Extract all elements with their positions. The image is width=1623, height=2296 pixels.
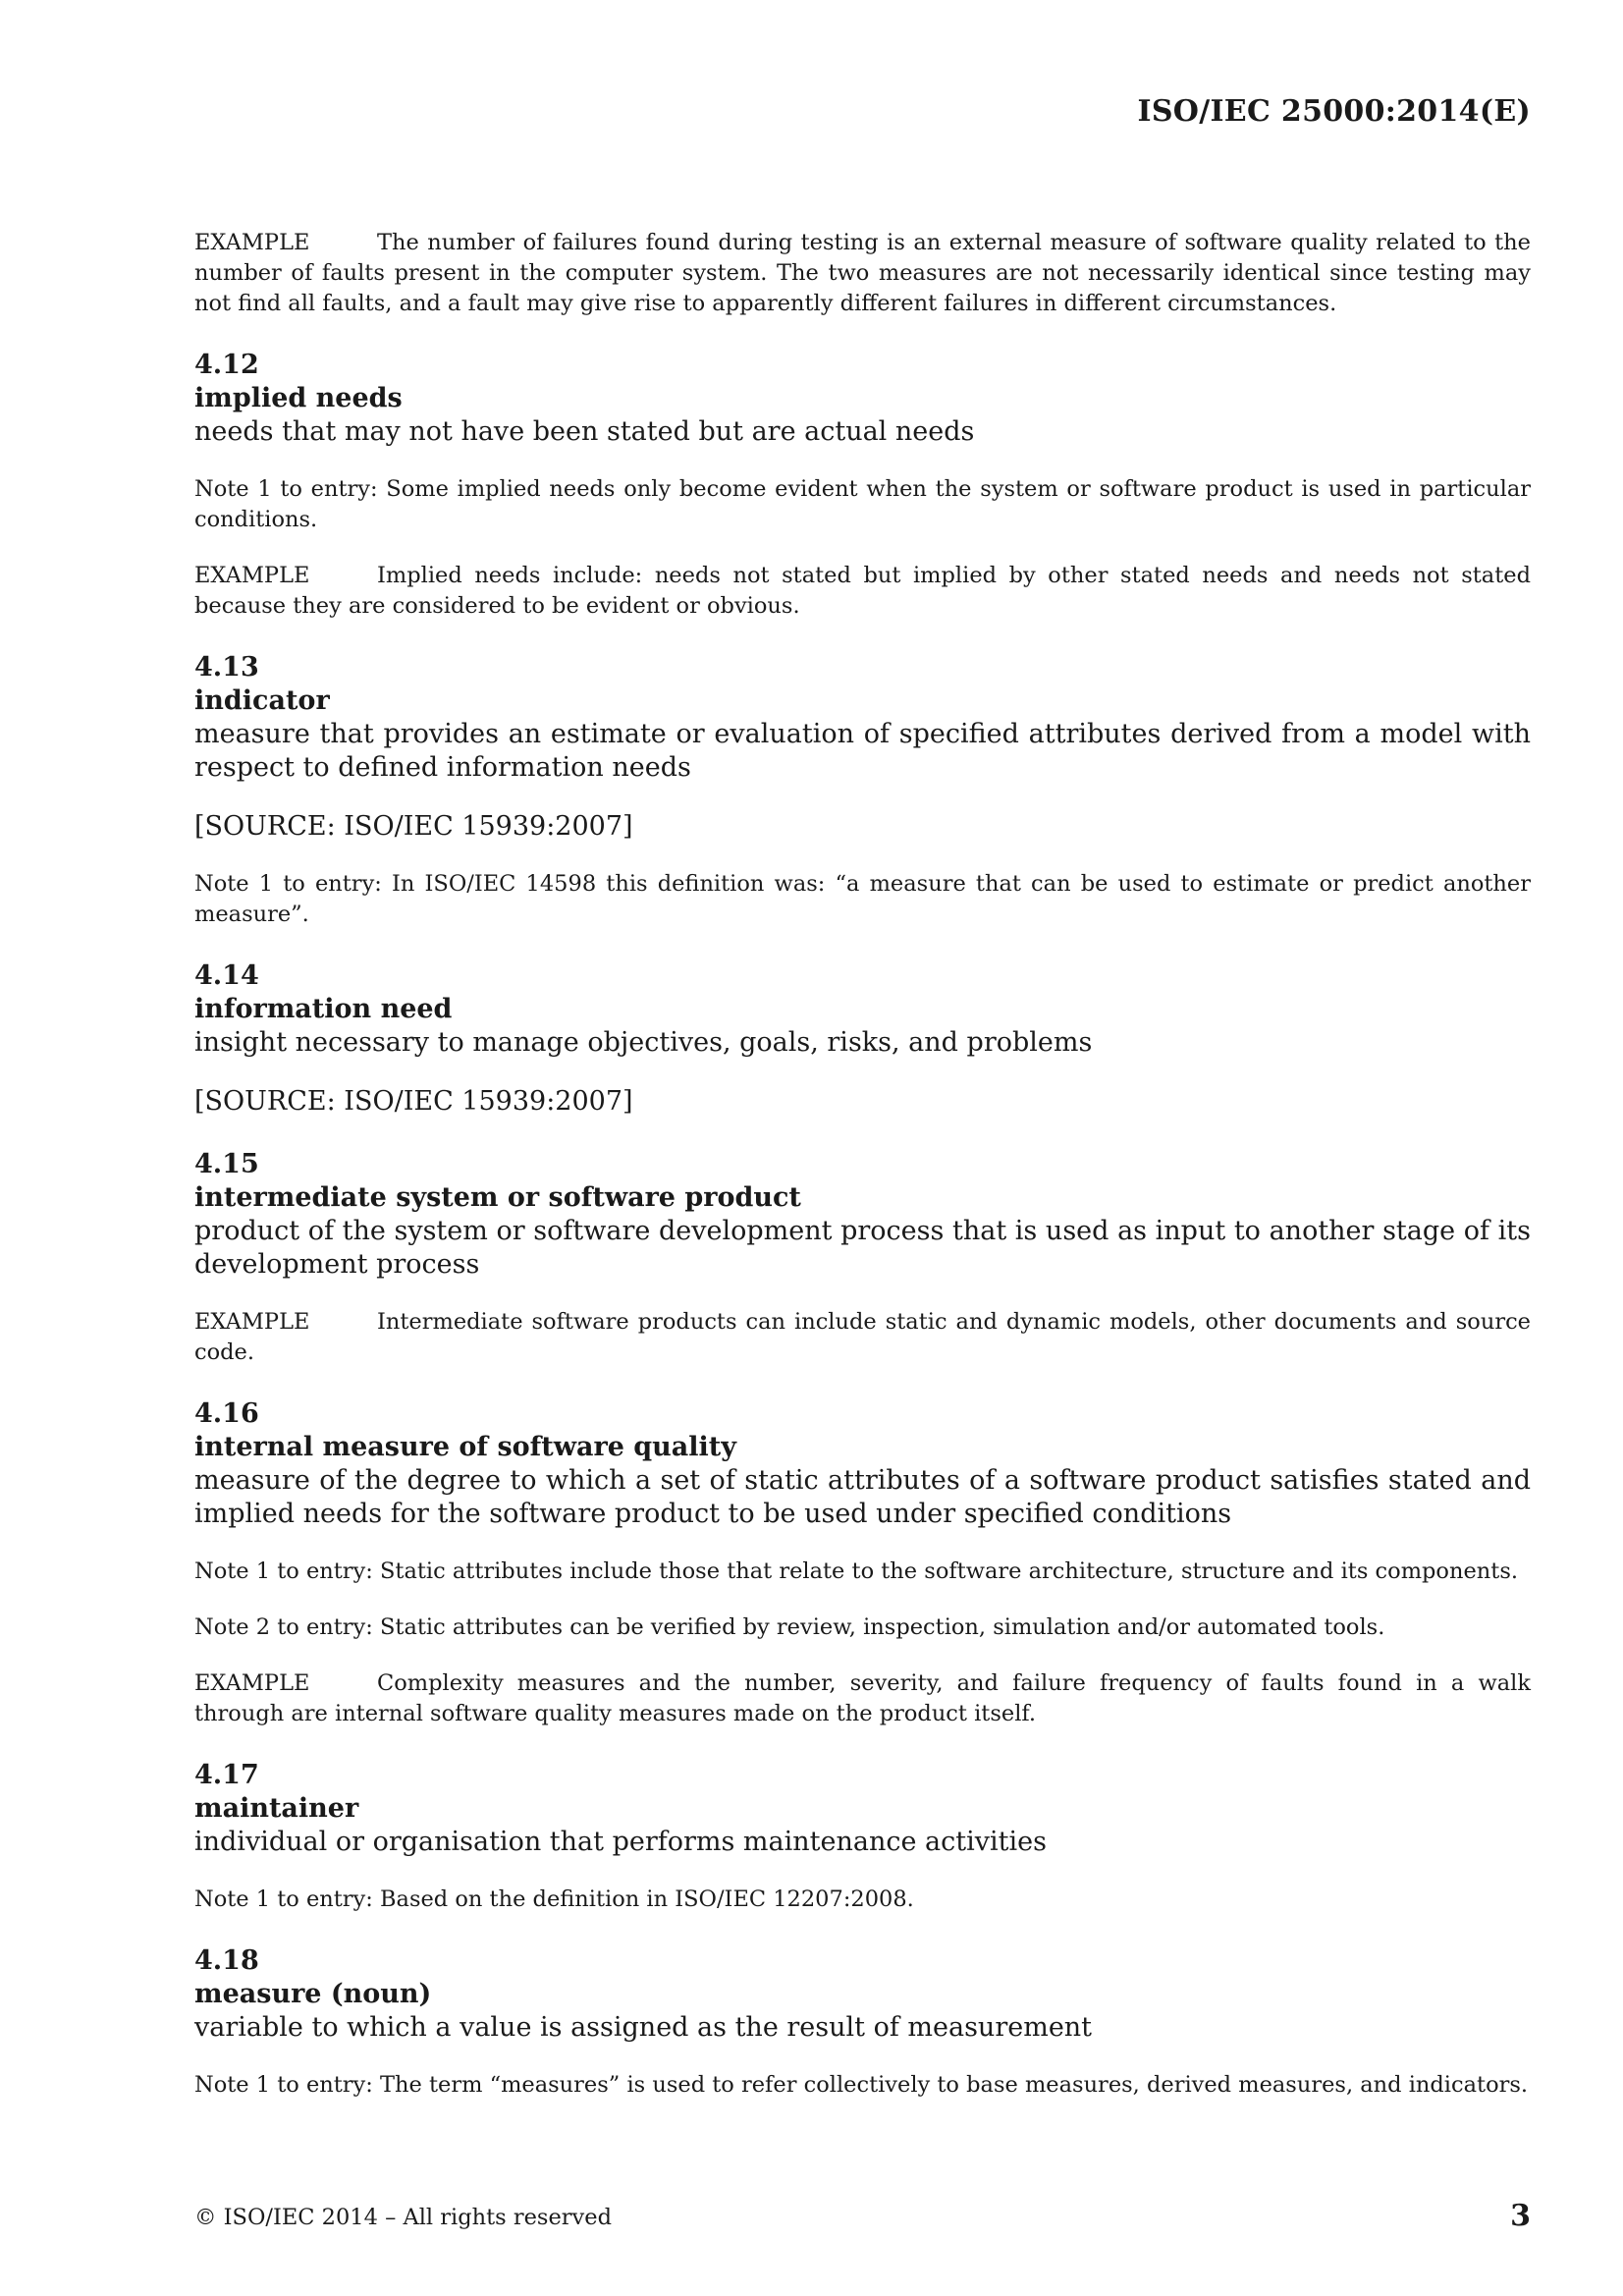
term-note-1: Note 1 to entry: Some implied needs only become evident when the system or software product is used in particular conditions. [194,476,1531,532]
term-source: [SOURCE: ISO/IEC 15939:2007] [194,811,633,842]
term-4-15 [194,1148,1531,1368]
example-label: EXAMPLE [194,1670,310,1696]
page-number: 3 [1510,2199,1531,2233]
term-4-18 [194,1944,1531,2101]
term-example [194,561,1531,622]
term-number: 4.13 [194,652,259,683]
example-label: EXAMPLE [194,563,310,588]
term-4-14 [194,959,1531,1119]
example-label: EXAMPLE [194,1309,310,1335]
term-definition: measure of the degree to which a set of static attributes of a software product satisfies stated and implied needs for the software product to be used under specified conditions [194,1465,1531,1529]
term-number: 4.17 [194,1760,259,1790]
term-number: 4.12 [194,350,259,380]
term-name: intermediate system or software product [194,1182,801,1213]
example-text: Implied needs include: needs not stated but implied by other stated needs and needs not stated because they are considered to be evident or obvious. [194,563,1531,619]
example-text: Intermediate software products can include static and dynamic models, other documents and source code. [194,1309,1531,1365]
term-number: 4.16 [194,1398,259,1429]
term-name: internal measure of software quality [194,1432,736,1462]
term-definition: individual or organisation that performs maintenance activities [194,1827,1047,1857]
term-definition: measure that provides an estimate or evaluation of specified attributes derived from a model with respect to defined information needs [194,719,1531,783]
term-4-13 [194,651,1531,930]
term-definition: insight necessary to manage objectives, goals, risks, and problems [194,1027,1093,1058]
example-text: The number of failures found during testing is an external measure of software quality related to the number of faults present in the computer system. The two measures are not necessarily identical since testing may not find all faults, and a fault may give rise to apparently different failures in different circumstances. [194,230,1531,316]
term-definition: product of the system or software development process that is used as input to another stage of its development process [194,1216,1531,1280]
copyright-notice: © ISO/IEC 2014 – All rights reserved [194,2205,612,2230]
term-number: 4.18 [194,1945,259,1976]
term-name: implied needs [194,383,403,413]
term-name: maintainer [194,1793,359,1824]
term-4-17 [194,1759,1531,1915]
document-body [194,228,1531,2101]
intro-example [194,228,1531,319]
term-name: indicator [194,685,330,716]
term-note-1: Note 1 to entry: The term “measures” is used to refer collectively to base measures, derived measures, and indicators. [194,2072,1529,2098]
term-4-12 [194,349,1531,622]
document-id-header: ISO/IEC 25000:2014(E) [1137,94,1531,129]
term-note-1: Note 1 to entry: In ISO/IEC 14598 this definition was: “a measure that can be used to estimate or predict another measure”. [194,871,1531,927]
term-example [194,1668,1531,1729]
term-definition: needs that may not have been stated but are actual needs [194,416,975,447]
term-note-1: Note 1 to entry: Static attributes include those that relate to the software architecture, structure and its components. [194,1558,1519,1584]
term-number: 4.15 [194,1149,259,1179]
term-number: 4.14 [194,960,259,991]
term-source: [SOURCE: ISO/IEC 15939:2007] [194,1086,633,1117]
example-label: EXAMPLE [194,230,310,255]
term-note-2: Note 2 to entry: Static attributes can be verified by review, inspection, simulation and/or automated tools. [194,1614,1385,1640]
term-example [194,1307,1531,1368]
term-name: information need [194,994,453,1024]
term-note-1: Note 1 to entry: Based on the definition in ISO/IEC 12207:2008. [194,1886,914,1912]
term-definition: variable to which a value is assigned as the result of measurement [194,2012,1093,2043]
term-name: measure (noun) [194,1979,432,2009]
example-text: Complexity measures and the number, severity, and failure frequency of faults found in a walk through are internal software quality measures made on the product itself. [194,1670,1531,1726]
term-4-16 [194,1397,1531,1729]
